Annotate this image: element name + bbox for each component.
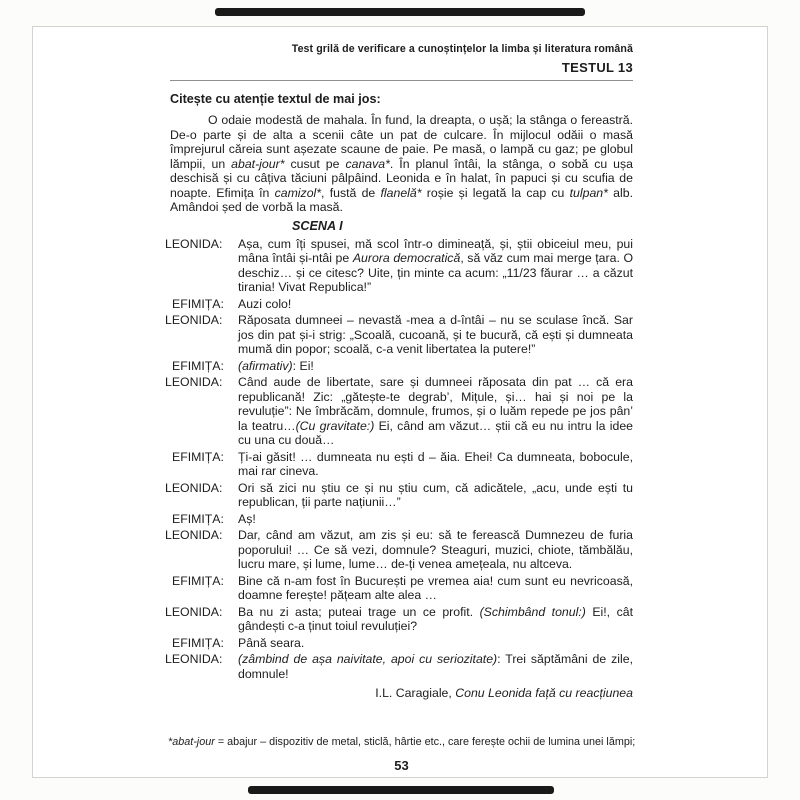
text-run: , fustă de [321,185,381,200]
dialogue-text [238,237,633,295]
dialogue-text [238,636,304,650]
text-run: cusut pe [284,156,346,171]
speaker-label: LEONIDA: [165,480,223,495]
dialogue-text [238,297,291,311]
attribution [170,686,633,700]
speech-text: Aș! [238,511,256,526]
speaker-label: LEONIDA: [165,375,223,389]
speaker-label: LEONIDA: [165,313,223,327]
dialogue-line [165,636,633,651]
running-header: Test grilă de verificare a cunoștințelor la limba și literatura română [291,43,633,55]
speech-text: Ba nu zi asta; puteai trage un ce profit. [238,604,480,619]
italic-text: abat-jour* [231,156,285,171]
dialogue-text [238,605,633,634]
italic-text: canava* [345,156,390,171]
instruction-heading: Citește cu atenție textul de mai jos: [170,92,381,106]
dialogue-text [238,359,314,373]
dialogue-line [165,359,633,374]
text-run: alb. Amândoi șed de vorbă la masă. [170,185,633,214]
speaker-label: EFIMIȚA: [172,358,224,373]
dialogue-line [165,313,633,357]
speech-text: Când aude de libertate, sare și dumneei răposata din pat … că era republicană! Zic: „gătește-te degrab’, Mițule, și… hai și noi pe la revuluție”: Ne îmbrăcăm, domnule, frumos, și o luăm repede pe jos pân’ la teatru… [238,375,633,433]
stage-note: (Schimbând tonul:) [479,604,586,619]
dialogue [165,236,634,682]
document-page [32,26,768,778]
dialogue-line [165,652,633,681]
dialogue-line [165,450,633,479]
dialogue-line [165,237,633,295]
speaker-label: EFIMIȚA: [172,296,224,311]
stage-note: (Cu gravitate:) [295,418,375,433]
dialogue-line [165,574,633,603]
speech-text: : Ei! [292,358,314,373]
footnote [168,736,647,749]
dialogue-line [165,605,633,634]
book-edge-bottom [248,786,554,794]
attribution-work-title: Conu Leonida față cu reacțiunea [455,686,633,700]
speaker-label: LEONIDA: [165,652,223,666]
dialogue-line [165,528,633,572]
speaker-label: LEONIDA: [165,528,223,542]
text-run: roșie și legată la cap cu [421,185,570,200]
dialogue-text [238,375,633,447]
speech-text: Auzi colo! [238,296,292,311]
dialogue-text [238,512,256,526]
stage-note: (afirmativ) [238,358,293,373]
stage-note: Aurora democratică [352,251,461,265]
speech-text: Până seara. [238,635,305,650]
speech-text: Dar, când am văzut, am zis și eu: să te ferească Dumnezeu de furia poporului! … Ce să vezi, domnule? Steaguri, muzici, chiote, tămbălău, lucru mare, și lume, lume… de-ți venea amețeala, nu altceva. [238,528,633,571]
dialogue-text [238,450,633,479]
text-run: O odaie modestă de mahala. În fund, la dreapta, o ușă; la stânga o fereastră. De-o parte și de alta a scenii câte un pat de culcare. În mijlocul odăii o masă împrejurul căreia sunt așezate scaune de paie. Pe masă, o lampă cu gaz; pe globul lămpii, un [170,113,633,171]
italic-text: flanelă* [380,185,422,200]
dialogue-line [165,375,633,448]
dialogue-text [238,528,633,571]
speech-text: , să văz cum mai merge țara. O deschiz… și ce citesc? Uite, țin minte ca acum: „11/23 făurar … a căzut tirania! Vivat Republica!” [238,251,634,294]
text-run: . În planul întâi, la stânga, o sobă cu ușa deschisă și cu câțiva tăciuni pâlpâind. Leonida e în halat, în papuci și cu scufia de noapte. Efimița în [170,156,633,200]
dialogue-text [238,574,633,603]
book-edge-top [215,8,585,16]
page-number: 53 [394,758,409,773]
speaker-label: EFIMIȚA: [172,573,224,588]
speaker-label: EFIMIȚA: [172,511,224,526]
speaker-label: LEONIDA: [165,236,223,251]
speech-text: Bine că n-am fost în București pe vremea aia! cum sunt eu nevricoasă, doamne ferește! pățeam alte alea … [238,573,633,602]
italic-text: camizol* [274,185,322,200]
scene-heading: SCENA I [292,218,343,233]
speech-text: : Trei săptămâni de zile, domnule! [238,652,633,681]
speech-text: Ori să zici nu știu ce și nu știu cum, că adicătele, „acu, unde ești tu republican, ții parte națiunii…” [238,480,633,509]
dialogue-text [238,481,633,510]
dialogue-text [238,652,633,681]
footnote-definition: = abajur – dispozitiv de metal, sticlă, hârtie etc., care ferește ochii de lumina unei lămpi; [214,736,636,748]
speech-text: Ei, când am văzut… știi că eu nu intru la idee cu una cu două… [238,418,633,447]
speaker-label: LEONIDA: [165,604,223,619]
dialogue-text [238,313,633,356]
speech-text: Ei!, cât gândești c-a ținut toiul revuluției? [238,604,633,633]
footnote-term: *abat-jour [168,736,215,748]
speaker-label: EFIMIȚA: [172,449,224,464]
dialogue-line [165,481,633,510]
speech-text: Așa, cum îți spusei, mă scol într-o dimineață, și, știi obiceiul meu, pui mâna întâi și-ntâi pe [238,236,633,265]
attribution-author: I.L. Caragiale, [375,686,456,700]
dialogue-line [165,512,633,527]
speaker-label: EFIMIȚA: [172,635,224,650]
header-divider [170,80,633,81]
speech-text: Răposata dumneei – nevastă -mea a d-întâi – nu se sculase încă. Sar jos din pat și-i strig: „Scoală, cucoană, și te bucură, că ești și dumneata mumă din popor; scoală, c-a venit libertatea la putere!” [238,313,633,356]
dialogue-line [165,297,633,312]
italic-text: tulpan* [569,185,608,200]
test-number-heading: TESTUL 13 [561,60,633,75]
speech-text: Ți-ai găsit! … dumneata nu ești d – ăia. Ehei! Ca dumneata, bobocule, mai rar cineva. [238,449,633,478]
stage-note: (zâmbind de așa naivitate, apoi cu seriozitate) [238,652,498,666]
stage-directions [170,113,633,215]
